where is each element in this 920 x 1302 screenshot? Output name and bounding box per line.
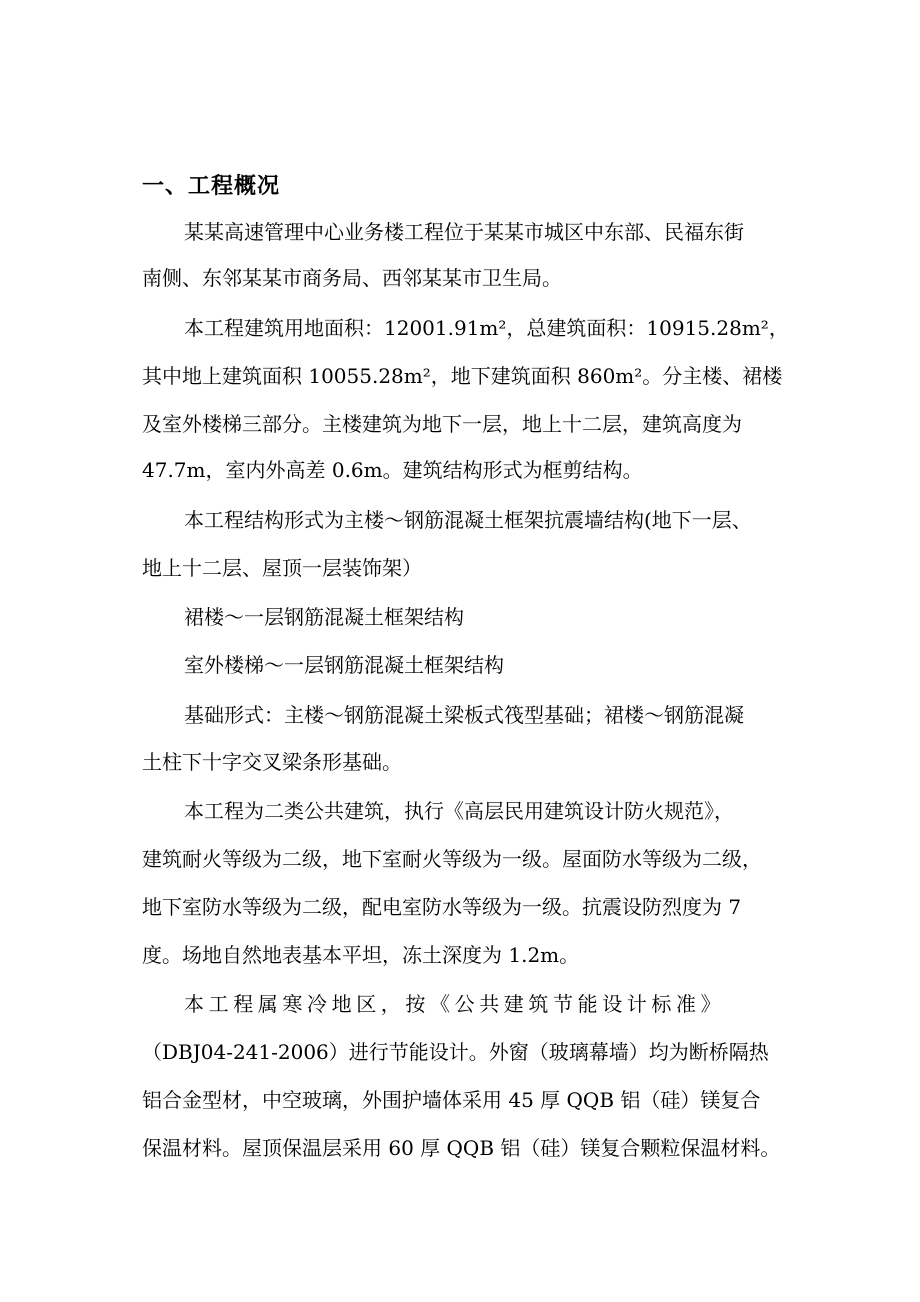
paragraph-line: 本工程为二类公共建筑，执行《高层民用建筑设计防火规范》， (184, 799, 734, 823)
paragraph-line: 某某高速管理中心业务楼工程位于某某市城区中东部、民福东街 (184, 220, 744, 244)
paragraph-line: 土柱下十字交叉梁条形基础。 (142, 750, 402, 774)
paragraph-line: （DBJ04-241-2006）进行节能设计。外窗（玻璃幕墙）均为断桥隔热 (142, 1040, 769, 1064)
paragraph-line: 保温材料。屋顶保温层采用 60 厚 QQB 铝（硅）镁复合颗粒保温材料。 (142, 1136, 781, 1160)
paragraph-line: 47.7m，室内外高差 0.6m。建筑结构形式为框剪结构。 (142, 458, 643, 482)
paragraph-line: 建筑耐火等级为二级，地下室耐火等级为一级。屋面防水等级为二级， (142, 847, 762, 871)
paragraph-line: 及室外楼梯三部分。主楼建筑为地下一层，地上十二层，建筑高度为 (142, 412, 742, 436)
section-heading: 一、工程概况 (142, 174, 281, 199)
paragraph-line: 基础形式：主楼～钢筋混凝土梁板式筏型基础；裙楼～钢筋混凝 (184, 703, 744, 727)
paragraph-line: 南侧、东邻某某市商务局、西邻某某市卫生局。 (142, 266, 562, 290)
paragraph-line: 本工程结构形式为主楼～钢筋混凝土框架抗震墙结构(地下一层、 (184, 508, 752, 532)
paragraph-line: 室外楼梯～一层钢筋混凝土框架结构 (184, 653, 504, 677)
paragraph-line: 度。场地自然地表基本平坦，冻土深度为 1.2m。 (142, 943, 580, 967)
paragraph-line: 地上十二层、屋顶一层装饰架） (142, 556, 422, 580)
paragraph-line: 其中地上建筑面积 10055.28m²，地下建筑面积 860m²。分主楼、裙楼 (142, 364, 783, 388)
paragraph-line: 本工程建筑用地面积：12001.91m²，总建筑面积：10915.28m²， (184, 316, 789, 340)
paragraph-line: 本工程属寒冷地区，按《公共建筑节能设计标准》 (184, 992, 726, 1016)
paragraph-line: 地下室防水等级为二级，配电室防水等级为一级。抗震设防烈度为 7 (142, 895, 742, 919)
paragraph-line: 铝合金型材，中空玻璃，外围护墙体采用 45 厚 QQB 铝（硅）镁复合 (142, 1088, 761, 1112)
paragraph-line: 裙楼～一层钢筋混凝土框架结构 (184, 605, 464, 629)
